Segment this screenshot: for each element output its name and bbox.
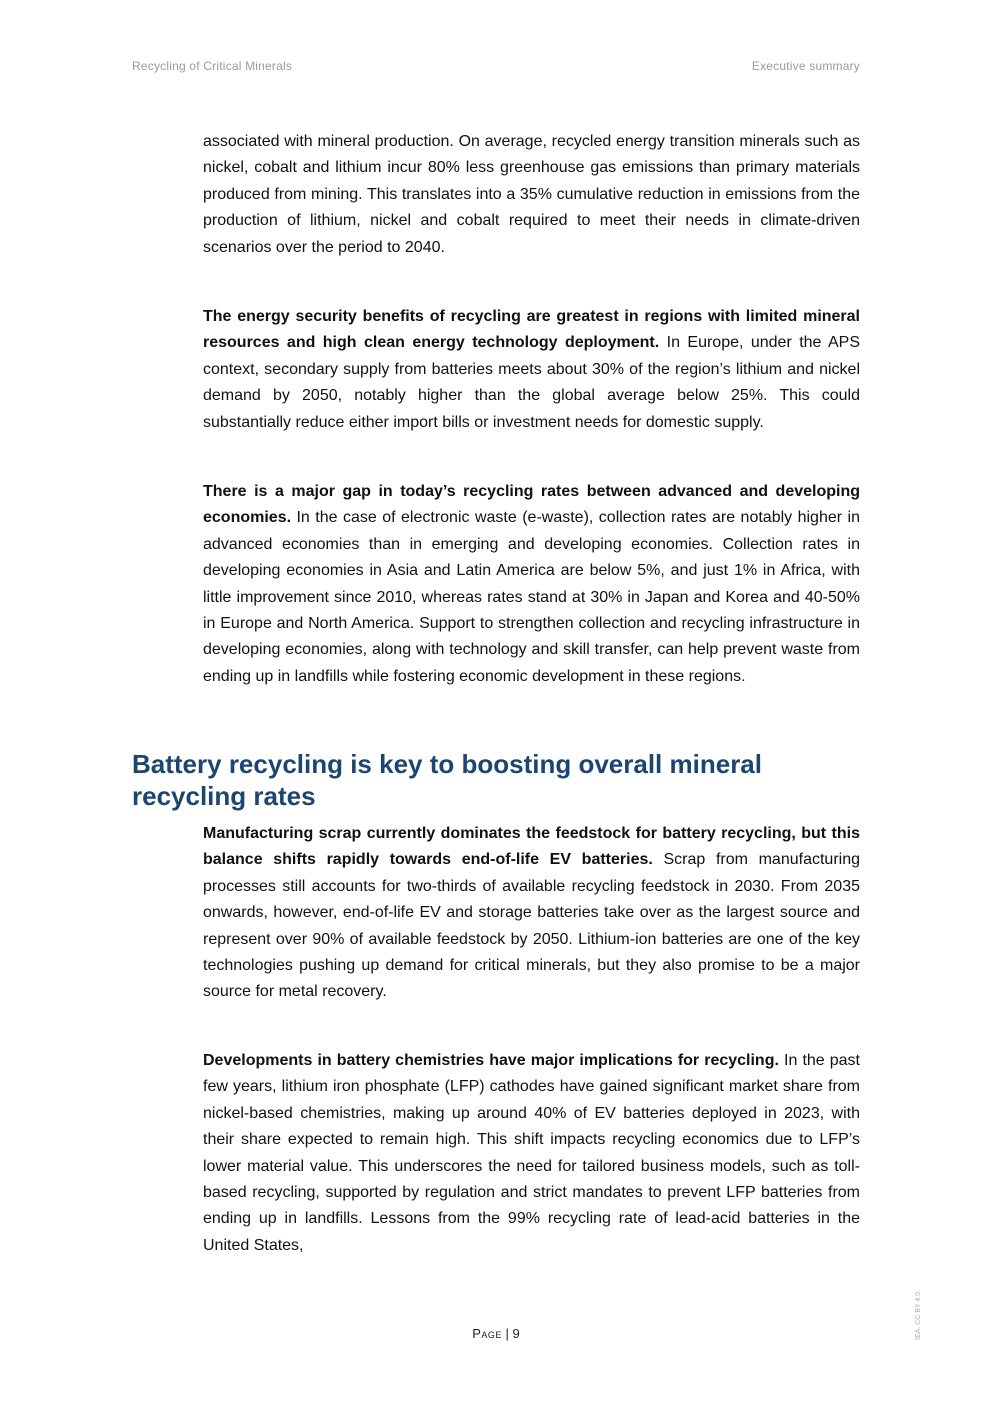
section-heading: Battery recycling is key to boosting overall mineral recycling rates	[132, 749, 762, 811]
paragraph-lead: Developments in battery chemistries have major implications for recycling.	[203, 1052, 779, 1069]
paragraph-lead: There is a major gap in today’s recycling rates between advanced and developing economies.	[203, 483, 860, 527]
running-header-title: Recycling of Critical Minerals	[132, 59, 293, 73]
page-number: 9	[512, 1326, 520, 1341]
license-notice: IEA. CC BY 4.0.	[915, 1289, 922, 1340]
paragraph-recycling-gap: There is a major gap in today’s recycling rates between advanced and developing economies. In the case of electronic waste (e-waste), collection rates are notably higher in advanced economies than in emerging and developing economies. Collection rates in developing economies in Asia and Latin America are below 5%, and just 1% in Africa, with little improvement since 2010, whereas rates stand at 30% in Japan and Korea and 40-50% in Europe and North America. Support to strengthen collection and recycling infrastructure in developing economies, along with technology and skill transfer, can help prevent waste from ending up in landfills while fostering economic development in these regions.	[203, 483, 860, 685]
paragraph-emissions: associated with mineral production. On average, recycled energy transition minerals such as nickel, cobalt and lithium incur 80% less greenhouse gas emissions than primary materials produced from mining. This translates into a 35% cumulative reduction in emissions from the production of lithium, nickel and cobalt required to meet their needs in climate-driven scenarios over the period to 2040.	[203, 133, 860, 256]
paragraph-manufacturing-scrap: Manufacturing scrap currently dominates the feedstock for battery recycling, but this balance shifts rapidly towards end-of-life EV batteries. Scrap from manufacturing processes still accounts for two-thirds of available recycling feedstock in 2030. From 2035 onwards, however, end-of-life EV and storage batteries take over as the largest source and represent over 90% of available feedstock by 2050. Lithium-ion batteries are one of the key technologies pushing up demand for critical minerals, but they also promise to be a major source for metal recovery.	[203, 825, 860, 1001]
page-label: Page	[472, 1326, 502, 1341]
running-header-section: Executive summary	[751, 59, 860, 73]
page-footer: Page | 9	[472, 1326, 520, 1341]
paragraph-lead: The energy security benefits of recycling are greatest in regions with limited mineral resources and high clean energy technology deployment.	[203, 308, 860, 352]
paragraph-energy-security: The energy security benefits of recycling are greatest in regions with limited mineral resources and high clean energy technology deployment. In Europe, under the APS context, secondary supply from batteries meets about 30% of the region’s lithium and nickel demand by 2050, notably higher than the global average below 25%. This could substantially reduce either import bills or investment needs for domestic supply.	[203, 308, 861, 431]
paragraph-lead: Manufacturing scrap currently dominates the feedstock for battery recycling, but this balance shifts rapidly towards end-of-life EV batteries.	[203, 825, 860, 869]
paragraph-battery-chemistries: Developments in battery chemistries have major implications for recycling. In the past few years, lithium iron phosphate (LFP) cathodes have gained significant market share from nickel-based chemistries, making up around 40% of EV batteries deployed in 2023, with their share expected to remain high. This shift impacts recycling economics due to LFP’s lower material value. This underscores the need for tailored business models, such as toll-based recycling, supported by regulation and strict mandates to prevent LFP batteries from ending up in landfills. Lessons from the 99% recycling rate of lead-acid batteries in the United States,	[203, 1052, 861, 1254]
